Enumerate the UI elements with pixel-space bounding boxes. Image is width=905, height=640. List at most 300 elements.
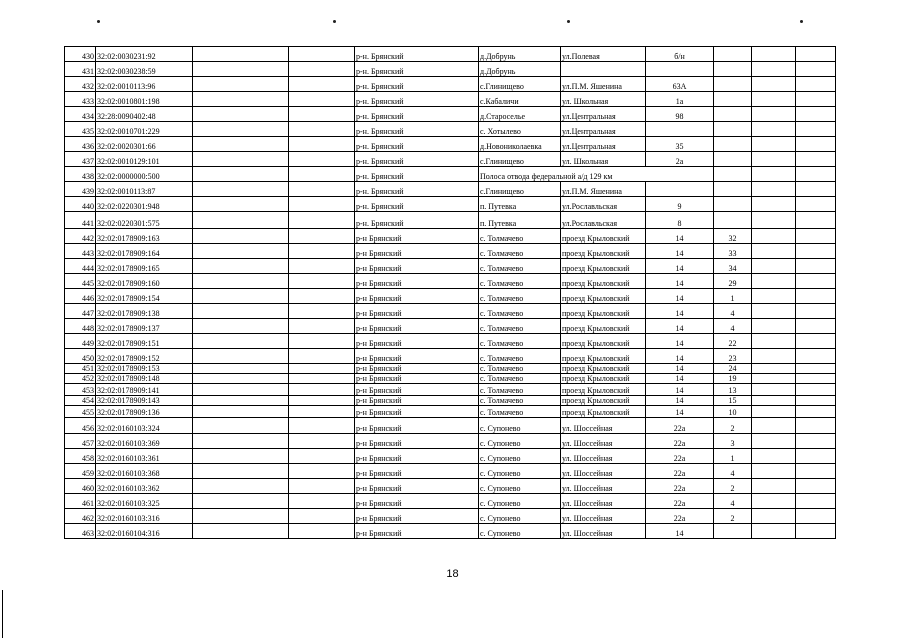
cell-c10 bbox=[752, 47, 796, 62]
cell-apt: 10 bbox=[714, 406, 752, 418]
cell-c3 bbox=[193, 244, 289, 259]
cell-apt: 4 bbox=[714, 464, 752, 479]
cell-district: р-н Брянский bbox=[355, 364, 479, 374]
cell-settlement: с. Супонево bbox=[479, 494, 561, 509]
cell-c3 bbox=[193, 434, 289, 449]
cell-c4 bbox=[289, 524, 355, 539]
cell-apt: 2 bbox=[714, 418, 752, 434]
cell-c3 bbox=[193, 92, 289, 107]
cell-district: р-н Брянский bbox=[355, 449, 479, 464]
cell-c4 bbox=[289, 364, 355, 374]
cell-cadastral: 32:02:0178909:151 bbox=[96, 334, 193, 349]
cell-street: ул. Школьная bbox=[561, 92, 646, 107]
cell-settlement: с. Толмачево bbox=[479, 384, 561, 396]
cell-num: 448 bbox=[65, 319, 96, 334]
cell-street: ул. Шоссейная bbox=[561, 464, 646, 479]
table-row bbox=[65, 418, 836, 434]
table-row bbox=[65, 197, 836, 212]
cell-c3 bbox=[193, 396, 289, 406]
cell-cadastral: 32:02:0160103:325 bbox=[96, 494, 193, 509]
cell-c3 bbox=[193, 418, 289, 434]
cell-cadastral: 32:02:0178909:148 bbox=[96, 374, 193, 384]
cell-street: проезд Крыловский bbox=[561, 319, 646, 334]
cell-street: ул. Шоссейная bbox=[561, 418, 646, 434]
cell-settlement: с. Супонево bbox=[479, 464, 561, 479]
cell-num: 437 bbox=[65, 152, 96, 167]
cell-cadastral: 32:02:0020301:66 bbox=[96, 137, 193, 152]
cell-c4 bbox=[289, 464, 355, 479]
cell-c4 bbox=[289, 152, 355, 167]
cell-c3 bbox=[193, 524, 289, 539]
cell-cadastral: 32:02:0220301:948 bbox=[96, 197, 193, 212]
cell-street: ул. Школьная bbox=[561, 152, 646, 167]
cell-c11 bbox=[796, 364, 836, 374]
cell-settlement: д.Добрунь bbox=[479, 47, 561, 62]
cell-c3 bbox=[193, 479, 289, 494]
cell-c10 bbox=[752, 289, 796, 304]
cell-c10 bbox=[752, 319, 796, 334]
table-row bbox=[65, 349, 836, 364]
cell-house: 14 bbox=[646, 244, 714, 259]
table-row bbox=[65, 464, 836, 479]
cell-num: 461 bbox=[65, 494, 96, 509]
cell-settlement: с.Глинищево bbox=[479, 182, 561, 197]
cell-c11 bbox=[796, 77, 836, 92]
cell-c3 bbox=[193, 334, 289, 349]
cell-num: 431 bbox=[65, 62, 96, 77]
cell-house: 14 bbox=[646, 524, 714, 539]
table-row bbox=[65, 244, 836, 259]
cell-num: 444 bbox=[65, 259, 96, 274]
cell-district: р-н Брянский bbox=[355, 274, 479, 289]
table-row bbox=[65, 274, 836, 289]
cell-house: 35 bbox=[646, 137, 714, 152]
cell-apt bbox=[714, 212, 752, 229]
cell-num: 439 bbox=[65, 182, 96, 197]
cell-apt: 19 bbox=[714, 374, 752, 384]
cell-num: 445 bbox=[65, 274, 96, 289]
cell-settlement: с. Толмачево bbox=[479, 319, 561, 334]
table-row bbox=[65, 319, 836, 334]
cell-c11 bbox=[796, 212, 836, 229]
cell-c11 bbox=[796, 197, 836, 212]
cell-c11 bbox=[796, 182, 836, 197]
cell-num: 462 bbox=[65, 509, 96, 524]
cell-c4 bbox=[289, 479, 355, 494]
cell-house: 2а bbox=[646, 152, 714, 167]
cell-district: р-н Брянский bbox=[355, 384, 479, 396]
cell-apt: 1 bbox=[714, 449, 752, 464]
cell-c10 bbox=[752, 494, 796, 509]
cell-settlement: с. Толмачево bbox=[479, 349, 561, 364]
cell-settlement: с. Толмачево bbox=[479, 334, 561, 349]
cell-district: р-н. Брянский bbox=[355, 92, 479, 107]
cell-cadastral: 32:02:0178909:152 bbox=[96, 349, 193, 364]
cell-house: 22а bbox=[646, 479, 714, 494]
table-row bbox=[65, 107, 836, 122]
cell-apt bbox=[714, 122, 752, 137]
cell-c3 bbox=[193, 197, 289, 212]
table-row bbox=[65, 152, 836, 167]
cell-house: 14 bbox=[646, 274, 714, 289]
cell-house: 14 bbox=[646, 289, 714, 304]
cell-c4 bbox=[289, 77, 355, 92]
cell-district: р-н Брянский bbox=[355, 524, 479, 539]
cell-c4 bbox=[289, 244, 355, 259]
cell-num: 452 bbox=[65, 374, 96, 384]
cell-cadastral: 32:02:0178909:153 bbox=[96, 364, 193, 374]
cell-num: 447 bbox=[65, 304, 96, 319]
cell-street: проезд Крыловский bbox=[561, 289, 646, 304]
cell-c11 bbox=[796, 494, 836, 509]
cell-c11 bbox=[796, 464, 836, 479]
table-row bbox=[65, 167, 836, 182]
cell-c11 bbox=[796, 47, 836, 62]
cell-apt bbox=[714, 77, 752, 92]
cell-house: 14 bbox=[646, 364, 714, 374]
cell-c4 bbox=[289, 182, 355, 197]
cell-c11 bbox=[796, 152, 836, 167]
cell-c4 bbox=[289, 197, 355, 212]
cell-house: 98 bbox=[646, 107, 714, 122]
cell-num: 442 bbox=[65, 229, 96, 244]
cell-district: р-н. Брянский bbox=[355, 182, 479, 197]
cell-settlement: с. Супонево bbox=[479, 434, 561, 449]
cell-c3 bbox=[193, 62, 289, 77]
cell-street: проезд Крыловский bbox=[561, 259, 646, 274]
cell-num: 449 bbox=[65, 334, 96, 349]
cell-c11 bbox=[796, 406, 836, 418]
cell-apt: 2 bbox=[714, 509, 752, 524]
cell-street: проезд Крыловский bbox=[561, 229, 646, 244]
cell-c4 bbox=[289, 259, 355, 274]
cell-cadastral: 32:02:0178909:163 bbox=[96, 229, 193, 244]
cell-apt bbox=[714, 197, 752, 212]
cell-street: ул. Шоссейная bbox=[561, 524, 646, 539]
cell-apt: 13 bbox=[714, 384, 752, 396]
cell-street: ул. Шоссейная bbox=[561, 479, 646, 494]
cell-c4 bbox=[289, 274, 355, 289]
cell-settlement: с. Толмачево bbox=[479, 259, 561, 274]
cell-cadastral: 32:28:0090402:48 bbox=[96, 107, 193, 122]
cell-c11 bbox=[796, 62, 836, 77]
cell-c10 bbox=[752, 334, 796, 349]
cell-c10 bbox=[752, 274, 796, 289]
cell-settlement: с. Толмачево bbox=[479, 304, 561, 319]
cell-street: ул.Полевая bbox=[561, 47, 646, 62]
cell-street: ул. Шоссейная bbox=[561, 494, 646, 509]
cell-c10 bbox=[752, 122, 796, 137]
cell-num: 450 bbox=[65, 349, 96, 364]
cell-c4 bbox=[289, 304, 355, 319]
cell-c10 bbox=[752, 406, 796, 418]
cell-street: проезд Крыловский bbox=[561, 406, 646, 418]
cell-street: проезд Крыловский bbox=[561, 396, 646, 406]
cell-house bbox=[646, 182, 714, 197]
cell-street: ул.П.М. Яшенина bbox=[561, 182, 646, 197]
cell-apt bbox=[714, 92, 752, 107]
cell-district: р-н Брянский bbox=[355, 509, 479, 524]
table-row bbox=[65, 137, 836, 152]
cell-settlement: с. Супонево bbox=[479, 418, 561, 434]
cell-apt bbox=[714, 137, 752, 152]
cell-c3 bbox=[193, 494, 289, 509]
cell-house: 9 bbox=[646, 197, 714, 212]
cell-street: проезд Крыловский bbox=[561, 364, 646, 374]
cell-c3 bbox=[193, 229, 289, 244]
table-row bbox=[65, 212, 836, 229]
cell-c3 bbox=[193, 47, 289, 62]
cell-c10 bbox=[752, 479, 796, 494]
table-row bbox=[65, 396, 836, 406]
cell-cadastral: 32:02:0030231:92 bbox=[96, 47, 193, 62]
cell-c10 bbox=[752, 374, 796, 384]
cell-c10 bbox=[752, 509, 796, 524]
cell-c10 bbox=[752, 92, 796, 107]
cell-apt: 4 bbox=[714, 304, 752, 319]
cell-c3 bbox=[193, 77, 289, 92]
cell-c3 bbox=[193, 464, 289, 479]
cell-c11 bbox=[796, 524, 836, 539]
cell-cadastral: 32:02:0178909:137 bbox=[96, 319, 193, 334]
cell-house bbox=[646, 62, 714, 77]
cell-house: 14 bbox=[646, 229, 714, 244]
cell-settlement: с. Толмачево bbox=[479, 244, 561, 259]
cell-apt bbox=[714, 47, 752, 62]
cell-cadastral: 32:02:0010129:101 bbox=[96, 152, 193, 167]
cell-c10 bbox=[752, 137, 796, 152]
cell-district: р-н. Брянский bbox=[355, 62, 479, 77]
table-row bbox=[65, 406, 836, 418]
cell-c10 bbox=[752, 77, 796, 92]
cell-c10 bbox=[752, 212, 796, 229]
cell-apt: 4 bbox=[714, 494, 752, 509]
cell-settlement: д.Староселье bbox=[479, 107, 561, 122]
cell-num: 430 bbox=[65, 47, 96, 62]
cell-street bbox=[561, 62, 646, 77]
cell-c3 bbox=[193, 107, 289, 122]
cell-street: ул.Центральная bbox=[561, 122, 646, 137]
cell-house: 14 bbox=[646, 319, 714, 334]
cell-c4 bbox=[289, 47, 355, 62]
cell-settlement: д.Добрунь bbox=[479, 62, 561, 77]
cell-c3 bbox=[193, 319, 289, 334]
cell-apt bbox=[714, 62, 752, 77]
cell-district: р-н Брянский bbox=[355, 418, 479, 434]
table-row bbox=[65, 259, 836, 274]
cell-num: 440 bbox=[65, 197, 96, 212]
table-row bbox=[65, 494, 836, 509]
cell-street: ул.П.М. Яшенина bbox=[561, 77, 646, 92]
cell-house: 14 bbox=[646, 384, 714, 396]
cell-num: 454 bbox=[65, 396, 96, 406]
cell-cadastral: 32:02:0010701:229 bbox=[96, 122, 193, 137]
cell-c4 bbox=[289, 122, 355, 137]
table-row bbox=[65, 92, 836, 107]
table-row bbox=[65, 449, 836, 464]
cell-cadastral: 32:02:0178909:138 bbox=[96, 304, 193, 319]
cell-house: 1а bbox=[646, 92, 714, 107]
cell-c4 bbox=[289, 334, 355, 349]
cell-c11 bbox=[796, 304, 836, 319]
cell-num: 456 bbox=[65, 418, 96, 434]
cell-cadastral: 32:02:0178909:154 bbox=[96, 289, 193, 304]
cell-apt: 15 bbox=[714, 396, 752, 406]
cell-district: р-н Брянский bbox=[355, 374, 479, 384]
cell-num: 458 bbox=[65, 449, 96, 464]
cell-c10 bbox=[752, 197, 796, 212]
cell-district: р-н. Брянский bbox=[355, 197, 479, 212]
cell-street: ул.Рославльская bbox=[561, 212, 646, 229]
cell-c11 bbox=[796, 167, 836, 182]
cell-c4 bbox=[289, 494, 355, 509]
cell-c10 bbox=[752, 152, 796, 167]
cell-house: 14 bbox=[646, 374, 714, 384]
cell-house bbox=[646, 122, 714, 137]
table-row bbox=[65, 77, 836, 92]
cell-c10 bbox=[752, 349, 796, 364]
cell-district: р-н Брянский bbox=[355, 349, 479, 364]
cell-c11 bbox=[796, 479, 836, 494]
cell-c3 bbox=[193, 384, 289, 396]
cell-c3 bbox=[193, 374, 289, 384]
cell-num: 435 bbox=[65, 122, 96, 137]
cell-c3 bbox=[193, 364, 289, 374]
cell-c3 bbox=[193, 259, 289, 274]
cell-c4 bbox=[289, 212, 355, 229]
cell-cadastral: 32:02:0220301:575 bbox=[96, 212, 193, 229]
cell-street: проезд Крыловский bbox=[561, 334, 646, 349]
cell-house: 14 bbox=[646, 259, 714, 274]
cell-settlement: с. Толмачево bbox=[479, 406, 561, 418]
cell-c11 bbox=[796, 384, 836, 396]
cell-apt: 29 bbox=[714, 274, 752, 289]
table-row bbox=[65, 334, 836, 349]
cell-c3 bbox=[193, 167, 289, 182]
cell-c11 bbox=[796, 229, 836, 244]
cell-c10 bbox=[752, 524, 796, 539]
cell-c11 bbox=[796, 509, 836, 524]
cell-cadastral: 32:02:0178909:165 bbox=[96, 259, 193, 274]
cell-house: 22а bbox=[646, 494, 714, 509]
cell-c3 bbox=[193, 509, 289, 524]
table-row bbox=[65, 364, 836, 374]
cell-apt bbox=[714, 182, 752, 197]
cell-house: 22а bbox=[646, 418, 714, 434]
cell-cadastral: 32:02:0178909:164 bbox=[96, 244, 193, 259]
cell-cadastral: 32:02:0160103:324 bbox=[96, 418, 193, 434]
cell-c11 bbox=[796, 274, 836, 289]
cell-c4 bbox=[289, 137, 355, 152]
cell-c4 bbox=[289, 107, 355, 122]
cell-num: 443 bbox=[65, 244, 96, 259]
table-row bbox=[65, 229, 836, 244]
cell-district: р-н Брянский bbox=[355, 396, 479, 406]
cell-apt: 2 bbox=[714, 479, 752, 494]
cell-num: 451 bbox=[65, 364, 96, 374]
cell-c3 bbox=[193, 212, 289, 229]
cell-apt bbox=[714, 152, 752, 167]
table-row bbox=[65, 47, 836, 62]
cell-c4 bbox=[289, 349, 355, 364]
cell-num: 433 bbox=[65, 92, 96, 107]
cell-c10 bbox=[752, 62, 796, 77]
cell-settlement: с. Супонево bbox=[479, 509, 561, 524]
cell-cadastral: 32:02:0000000:500 bbox=[96, 167, 193, 182]
cell-district: р-н Брянский bbox=[355, 229, 479, 244]
cell-c10 bbox=[752, 418, 796, 434]
cell-cadastral: 32:02:0010801:198 bbox=[96, 92, 193, 107]
table-row bbox=[65, 434, 836, 449]
cell-cadastral: 32:02:0178909:160 bbox=[96, 274, 193, 289]
cell-house: 22а bbox=[646, 464, 714, 479]
cell-c4 bbox=[289, 374, 355, 384]
table-row bbox=[65, 289, 836, 304]
cell-house: 8 bbox=[646, 212, 714, 229]
cell-cadastral: 32:02:0030238:59 bbox=[96, 62, 193, 77]
cell-c4 bbox=[289, 319, 355, 334]
cell-house: 14 bbox=[646, 304, 714, 319]
cell-cadastral: 32:02:0160103:361 bbox=[96, 449, 193, 464]
cell-district: р-н. Брянский bbox=[355, 122, 479, 137]
cell-c11 bbox=[796, 289, 836, 304]
cell-apt: 22 bbox=[714, 334, 752, 349]
cell-c3 bbox=[193, 137, 289, 152]
margin-line bbox=[2, 590, 3, 638]
cell-c3 bbox=[193, 304, 289, 319]
cell-c10 bbox=[752, 384, 796, 396]
cell-c4 bbox=[289, 62, 355, 77]
cell-c4 bbox=[289, 167, 355, 182]
cell-settlement: с. Хотылево bbox=[479, 122, 561, 137]
cell-apt: 32 bbox=[714, 229, 752, 244]
cell-c3 bbox=[193, 349, 289, 364]
property-register-table bbox=[64, 46, 836, 539]
cell-num: 446 bbox=[65, 289, 96, 304]
cell-apt bbox=[714, 107, 752, 122]
cell-settlement: п. Путевка bbox=[479, 197, 561, 212]
cell-num: 441 bbox=[65, 212, 96, 229]
cell-cadastral: 32:02:0160103:316 bbox=[96, 509, 193, 524]
cell-house: 22а bbox=[646, 509, 714, 524]
cell-num: 457 bbox=[65, 434, 96, 449]
page-number: 18 bbox=[446, 568, 459, 580]
cell-c10 bbox=[752, 449, 796, 464]
cell-c3 bbox=[193, 274, 289, 289]
cell-num: 453 bbox=[65, 384, 96, 396]
cell-cadastral: 32:02:0010113:96 bbox=[96, 77, 193, 92]
cell-house: 14 bbox=[646, 334, 714, 349]
cell-c10 bbox=[752, 182, 796, 197]
cell-apt: 1 bbox=[714, 289, 752, 304]
cell-c3 bbox=[193, 449, 289, 464]
cell-c11 bbox=[796, 434, 836, 449]
cell-street: проезд Крыловский bbox=[561, 244, 646, 259]
cell-cadastral: 32:02:0178909:136 bbox=[96, 406, 193, 418]
cell-street: ул.Центральная bbox=[561, 137, 646, 152]
cell-c10 bbox=[752, 464, 796, 479]
cell-house: 63А bbox=[646, 77, 714, 92]
cell-c10 bbox=[752, 304, 796, 319]
cell-settlement: Полоса отвода федеральной а/д 129 км bbox=[479, 167, 714, 182]
cell-street: проезд Крыловский bbox=[561, 274, 646, 289]
cell-house: 22а bbox=[646, 449, 714, 464]
cell-c10 bbox=[752, 244, 796, 259]
cell-district: р-н. Брянский bbox=[355, 77, 479, 92]
cell-apt: 24 bbox=[714, 364, 752, 374]
cell-c11 bbox=[796, 244, 836, 259]
cell-district: р-н Брянский bbox=[355, 259, 479, 274]
